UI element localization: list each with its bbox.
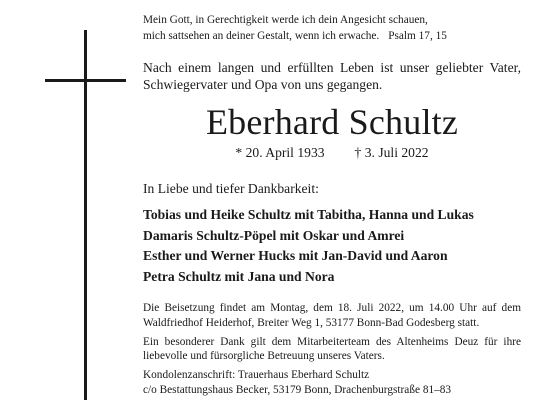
gratitude-line: In Liebe und tiefer Dankbarkeit: [143,181,319,196]
birth-date: * 20. April 1933 [235,145,325,160]
condolence-address-line-2: c/o Bestattungshaus Becker, 53179 Bonn, Drachenburgstraße 81–83 [143,383,452,396]
mourner-entry: Damaris Schultz-Pöpel mit Oskar und Amrei [143,227,405,243]
cross-horizontal-bar [45,79,126,82]
funeral-notice: Die Beisetzung findet am Montag, dem 18. Juli 2022, um 14.00 Uhr auf dem Waldfriedhof Heiderhof, Breiter Weg 1, 53177 Bonn-Bad Godesberg statt. [143,302,521,329]
cross-vertical-bar [84,30,87,400]
deceased-name: Eberhard Schultz [205,102,459,142]
psalm-quote [143,13,483,44]
psalm-line-2-text: mich sattsehen an deiner Gestalt, wenn ich erwache. [143,29,380,42]
death-date: † 3. Juli 2022 [354,145,429,160]
intro-text: Nach einem langen und erfüllten Leben ist unser geliebter Vater, Schwiegervater und Opa von uns gegangen. [143,60,521,92]
mourners-list [143,205,474,287]
life-dates [143,144,521,161]
condolence-address-line-1: Kondolenzanschrift: Trauerhaus Eberhard Schultz [143,369,370,382]
thanks-notice: Ein besonderer Dank gilt dem Mitarbeiterteam des Altenheims Deuz für ihre liebevolle und fürsorgliche Betreuung unseres Vaters. [143,335,521,363]
notices [143,301,521,397]
psalm-line-2 [143,29,483,45]
mourner-entry: Petra Schultz mit Jana und Nora [143,268,335,284]
mourner-entry: Esther und Werner Hucks mit Jan-David und Aaron [143,248,448,263]
psalm-reference: Psalm 17, 15 [388,29,447,42]
psalm-line-1: Mein Gott, in Gerechtigkeit werde ich dein Angesicht schauen, [143,14,428,26]
mourner-entry: Tobias und Heike Schultz mit Tabitha, Hanna und Lukas [143,207,474,222]
